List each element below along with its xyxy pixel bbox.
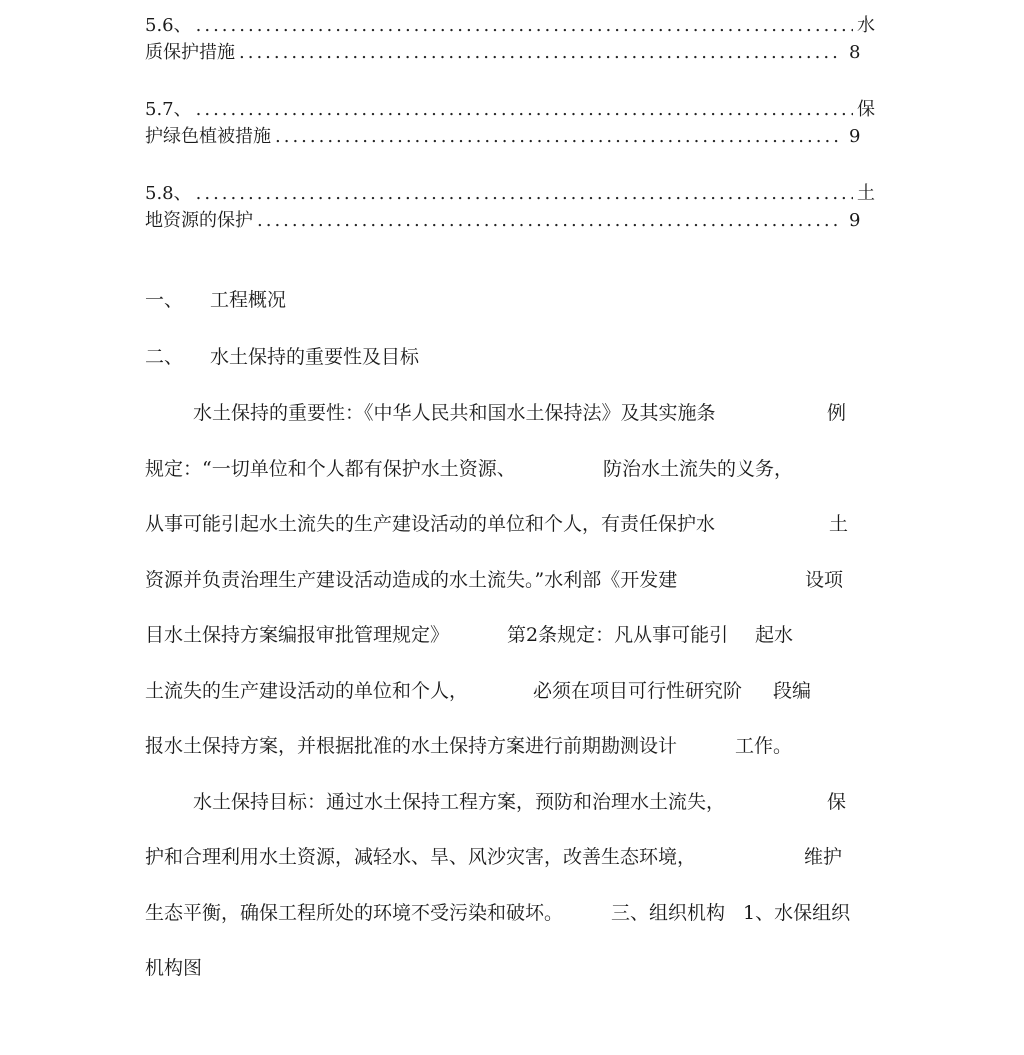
text-segment: 机构图 xyxy=(145,957,203,979)
text-segment: 水土保持目标：通过水土保持工程方案，预防和治理水土流失， xyxy=(193,791,726,813)
text-segment: 资源并负责治理生产建设活动造成的水土流失。”水利部《开发建 xyxy=(145,569,678,591)
text-segment: 起水 xyxy=(755,624,794,646)
section-heading-1 xyxy=(145,286,286,314)
toc-number: 5.7、 xyxy=(145,99,192,120)
toc-entry-5-6-line1[interactable] xyxy=(145,13,875,39)
text-segment: 例 xyxy=(827,402,847,424)
text-segment: 必须在项目可行性研究阶 xyxy=(533,680,743,702)
text-segment: 土 xyxy=(829,513,849,535)
text-segment: 设项 xyxy=(805,569,844,591)
section-number: 二、 xyxy=(145,346,184,368)
toc-leader-dots xyxy=(196,13,853,39)
toc-leader-dots xyxy=(257,208,841,234)
text-segment: 水土保持的重要性：《中华人民共和国水土保持法》及其实施条 xyxy=(193,402,716,424)
toc-entry-5-6-line2[interactable] xyxy=(145,40,875,66)
toc-title: 质保护措施 xyxy=(145,42,235,63)
toc-page-number: 9 xyxy=(849,126,861,147)
text-segment: 目水土保持方案编报审批管理规定》 xyxy=(145,624,450,646)
section-title: 水土保持的重要性及目标 xyxy=(210,346,420,368)
toc-entry-5-8-line1[interactable] xyxy=(145,181,875,207)
toc-leader-dots xyxy=(196,97,853,123)
section-heading-2 xyxy=(145,343,419,371)
toc-title: 护绿色植被措施 xyxy=(145,126,271,147)
text-segment: 第2条规定：凡从事可能引 xyxy=(507,624,729,646)
text-segment: 维护 xyxy=(804,846,843,868)
toc-page-number: 8 xyxy=(849,42,861,63)
toc-page-number: 9 xyxy=(849,210,861,231)
text-segment: 防治水土流失的义务， xyxy=(603,458,794,480)
toc-entry-5-7-line1[interactable] xyxy=(145,97,875,123)
text-segment: 段编 xyxy=(773,680,812,702)
text-segment: 1、水保组织 xyxy=(743,902,851,924)
toc-number: 5.8、 xyxy=(145,183,192,204)
toc-entry-5-7-line2[interactable] xyxy=(145,124,875,150)
toc-line-end-text: 水 xyxy=(857,15,875,36)
toc-entry-5-8-line2[interactable] xyxy=(145,208,875,234)
section-number: 一、 xyxy=(145,289,184,311)
section-title: 工程概况 xyxy=(210,289,287,311)
text-segment: 土流失的生产建设活动的单位和个人， xyxy=(145,680,469,702)
text-segment: 从事可能引起水土流失的生产建设活动的单位和个人，有责任保护水 xyxy=(145,513,716,535)
toc-title: 地资源的保护 xyxy=(145,210,253,231)
toc-leader-dots xyxy=(239,40,841,66)
text-segment: 生态平衡，确保工程所处的环境不受污染和破坏。 xyxy=(145,902,564,924)
text-segment: 报水土保持方案，并根据批准的水土保持方案进行前期勘测设计 xyxy=(145,735,678,757)
toc-line-end-text: 保 xyxy=(857,99,875,120)
text-segment: 保 xyxy=(827,791,847,813)
text-segment: 三、组织机构 xyxy=(611,902,726,924)
toc-number: 5.6、 xyxy=(145,15,192,36)
text-segment: 规定：“一切单位和个人都有保护水土资源、 xyxy=(145,458,516,480)
toc-leader-dots xyxy=(275,124,841,150)
text-segment: 护和合理利用水土资源，减轻水、旱、风沙灾害，改善生态环境， xyxy=(145,846,697,868)
toc-line-end-text: 土 xyxy=(857,183,875,204)
toc-leader-dots xyxy=(196,181,853,207)
text-segment: 工作。 xyxy=(735,735,793,757)
